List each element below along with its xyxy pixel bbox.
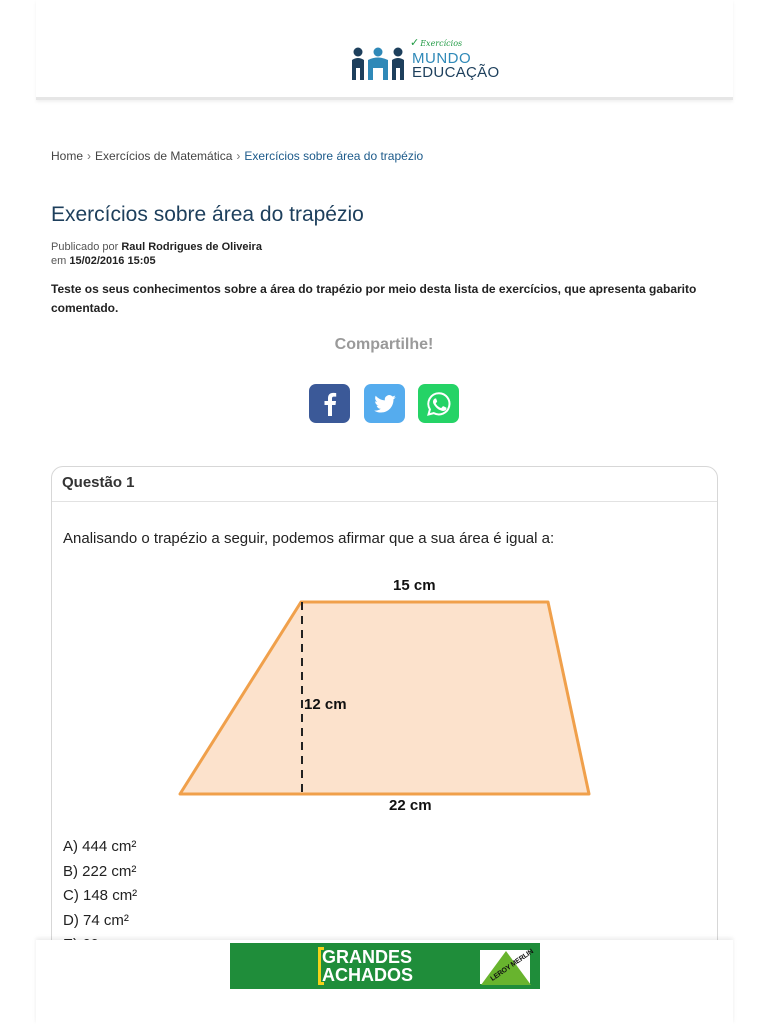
- breadcrumb-home[interactable]: Home: [51, 149, 84, 163]
- ad-creative[interactable]: [230, 943, 540, 989]
- breadcrumb: [51, 149, 423, 163]
- logo-line2: EDUCAÇÃO: [412, 64, 500, 81]
- page-title: Exercícios sobre área do trapézio: [51, 203, 364, 226]
- share-whatsapp-button[interactable]: [418, 384, 459, 423]
- published-by-label: Publicado por: [51, 241, 119, 253]
- check-icon: ✓: [410, 36, 420, 49]
- article-intro: Teste os seus conhecimentos sobre a área do trapézio por meio desta lista de exercícios, que apresenta gabarito comentado.: [51, 282, 697, 315]
- option-b[interactable]: B) 222 cm²: [63, 862, 137, 880]
- whatsapp-icon: [426, 391, 452, 417]
- option-d[interactable]: D) 74 cm²: [63, 911, 129, 929]
- breadcrumb-exercicios-matematica[interactable]: Exercícios de Matemática: [95, 149, 233, 163]
- trapezoid-diagram: [172, 567, 612, 827]
- question-header: [52, 467, 717, 502]
- ad-headline: [322, 948, 413, 984]
- ad-line1: GRANDES: [322, 947, 413, 967]
- question-title: Questão 1: [62, 474, 135, 491]
- option-a[interactable]: A) 444 cm²: [63, 838, 137, 855]
- top-base-label: 15 cm: [393, 577, 436, 594]
- article-meta: [51, 240, 262, 268]
- trapezoid-figure: [172, 567, 612, 827]
- question-text: Analisando o trapézio a seguir, podemos afirmar que a sua área é igual a:: [63, 530, 555, 547]
- leroy-merlin-logo: [480, 948, 535, 984]
- date-label: em: [51, 255, 67, 267]
- ad-brand: LEROY MERLIN: [489, 948, 535, 983]
- twitter-icon: [374, 395, 396, 413]
- ad-line2: ACHADOS: [322, 965, 414, 985]
- logo-people-icon: [350, 46, 406, 86]
- height-label: 12 cm: [304, 696, 347, 713]
- option-c[interactable]: C) 148 cm²: [63, 887, 138, 904]
- share-twitter-button[interactable]: [364, 384, 405, 423]
- chevron-right-icon: ›: [236, 149, 241, 163]
- site-header: [36, 0, 733, 100]
- share-label: Compartilhe!: [334, 336, 434, 353]
- bottom-base-label: 22 cm: [389, 797, 432, 814]
- chevron-right-icon: ›: [87, 149, 92, 163]
- facebook-icon: [320, 392, 340, 416]
- trapezoid-shape: [180, 602, 589, 794]
- breadcrumb-current[interactable]: Exercícios sobre área do trapézio: [244, 149, 424, 163]
- logo-line1: MUNDO: [412, 50, 472, 67]
- logo-tagline: ✓Exercícios: [410, 36, 463, 49]
- author-name[interactable]: Raul Rodrigues de Oliveira: [121, 241, 262, 253]
- share-facebook-button[interactable]: [309, 384, 350, 423]
- site-logo[interactable]: [350, 36, 500, 86]
- publish-date: 15/02/2016 15:05: [69, 255, 156, 267]
- ad-banner: [36, 940, 733, 1024]
